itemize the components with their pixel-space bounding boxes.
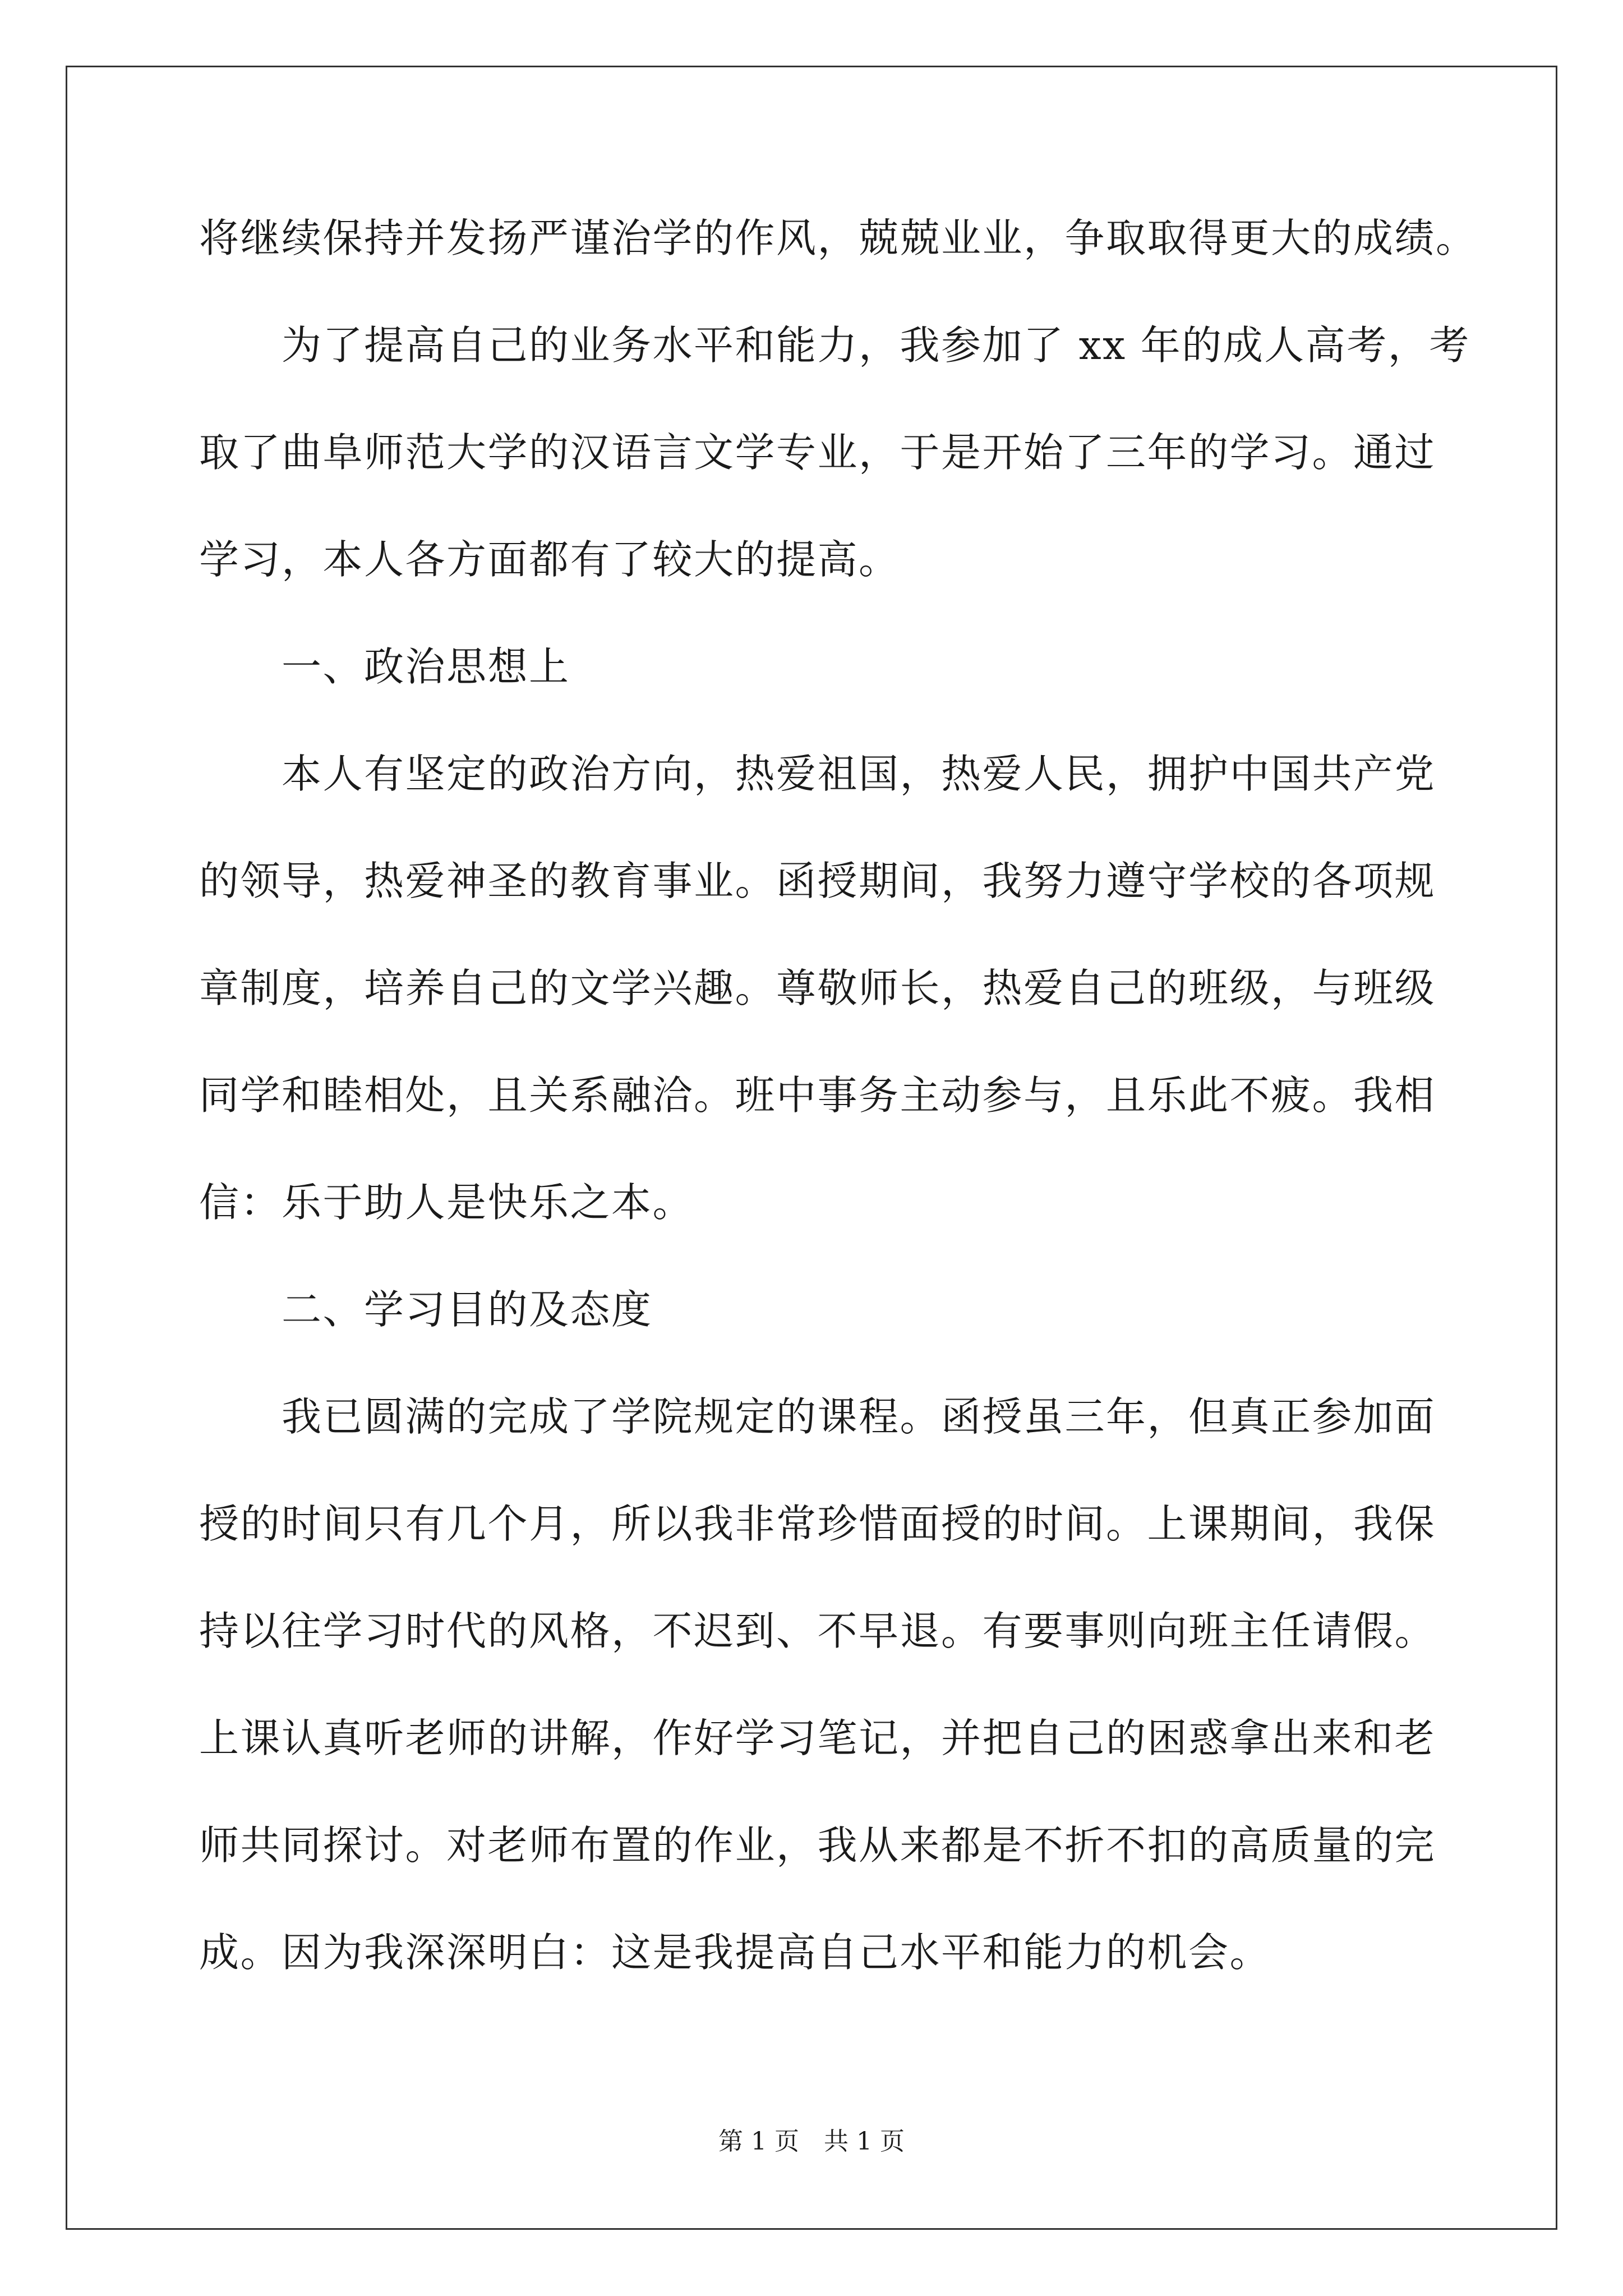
section-heading: 二、学习目的及态度 (199, 1286, 653, 1333)
text-line: 授的时间只有几个月，所以我非常珍惜面授的时间。上课期间，我保 (199, 1501, 1436, 1547)
text-line: 同学和睦相处，且关系融洽。班中事务主动参与，且乐此不疲。我相 (199, 1072, 1436, 1119)
page-footer (0, 2126, 1623, 2157)
text-line: 为了提高自己的业务水平和能力，我参加了 xx 年的成人高考，考 (199, 322, 1470, 369)
text-line: 持以往学习时代的风格，不迟到、不早退。有要事则向班主任请假。 (199, 1608, 1436, 1654)
page-number: 第 1 页 (718, 2127, 799, 2156)
text-line: 上课认真听老师的讲解，作好学习笔记，并把自己的困惑拿出来和老 (199, 1715, 1436, 1761)
text-line: 将继续保持并发扬严谨治学的作风，兢兢业业，争取取得更大的成绩。 (199, 215, 1477, 261)
text-line: 学习，本人各方面都有了较大的提高。 (199, 536, 900, 583)
section-heading: 一、政治思想上 (199, 643, 570, 690)
text-line: 信：乐于助人是快乐之本。 (199, 1179, 694, 1226)
text-line: 成。因为我深深明白：这是我提高自己水平和能力的机会。 (199, 1929, 1271, 1976)
text-line: 本人有坚定的政治方向，热爱祖国，热爱人民，拥护中国共产党 (199, 751, 1436, 797)
text-line: 的领导，热爱神圣的教育事业。函授期间，我努力遵守学校的各项规 (199, 858, 1436, 904)
text-line: 我已圆满的完成了学院规定的课程。函授虽三年，但真正参加面 (199, 1393, 1436, 1440)
text-line: 师共同探讨。对老师布置的作业，我从来都是不折不扣的高质量的完 (199, 1822, 1436, 1869)
page-count: 共 1 页 (824, 2127, 905, 2156)
text-line: 章制度，培养自己的文学兴趣。尊敬师长，热爱自己的班级，与班级 (199, 965, 1436, 1011)
text-line: 取了曲阜师范大学的汉语言文学专业，于是开始了三年的学习。通过 (199, 429, 1436, 476)
page-border (66, 66, 1557, 2230)
